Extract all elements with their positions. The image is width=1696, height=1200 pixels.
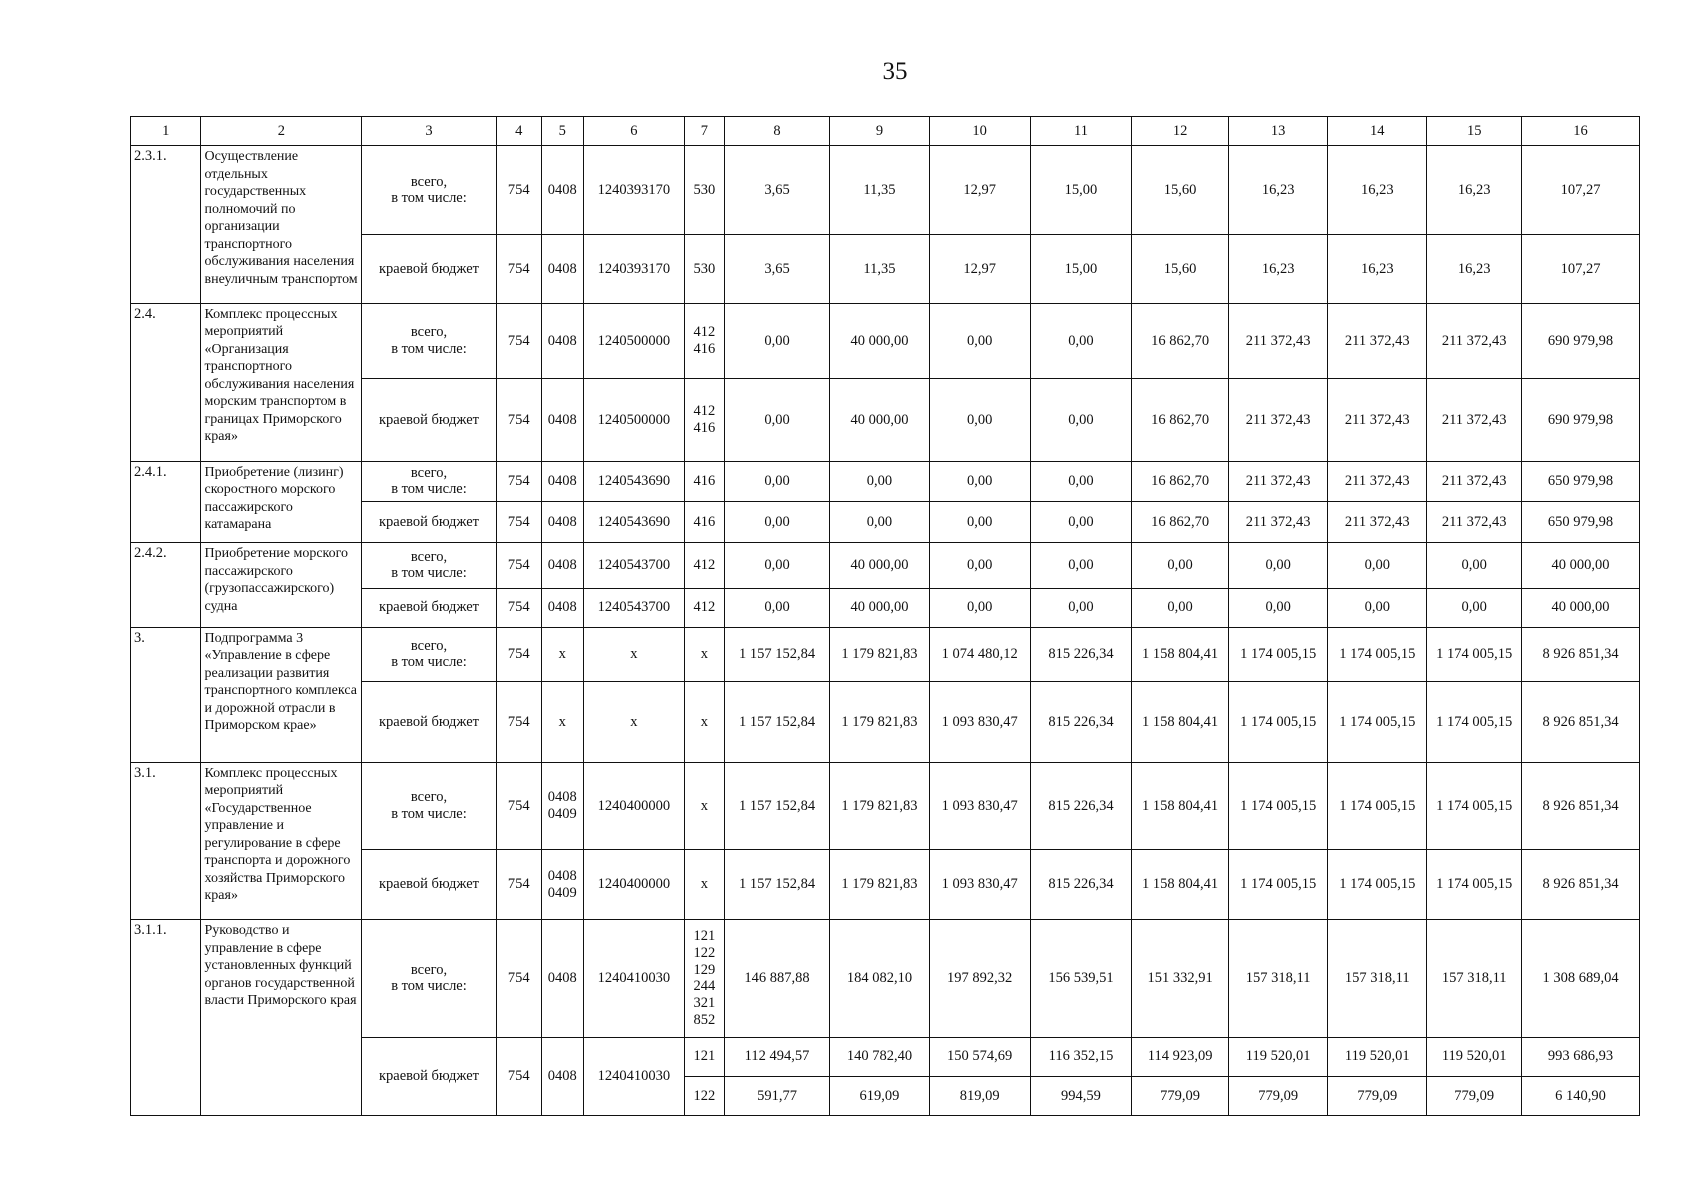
item-name-cell: Осуществление отдельных государственных полномочий по организации транспортного обслуживания населения внеуличным транспортом (201, 146, 362, 304)
amount-cell: 1 174 005,15 (1328, 627, 1427, 681)
amount-cell: 0,00 (929, 543, 1030, 589)
amount-cell: 0,00 (1030, 502, 1131, 543)
amount-cell: 779,09 (1132, 1076, 1229, 1115)
amount-cell: 0,00 (724, 461, 830, 502)
grbs-cell: 754 (496, 379, 541, 461)
amount-cell: 211 372,43 (1328, 303, 1427, 378)
amount-cell: 779,09 (1328, 1076, 1427, 1115)
amount-cell: 690 979,98 (1522, 303, 1640, 378)
expense-type-cell: x (685, 850, 725, 920)
amount-cell: 16 862,70 (1132, 303, 1229, 378)
amount-cell: 107,27 (1522, 146, 1640, 235)
amount-cell: 146 887,88 (724, 920, 830, 1037)
section-cell: 0408 (541, 379, 583, 461)
amount-cell: 119 520,01 (1328, 1037, 1427, 1076)
amount-cell: 15,00 (1030, 235, 1131, 304)
section-cell: x (541, 627, 583, 681)
amount-cell: 211 372,43 (1229, 379, 1328, 461)
column-number-cell: 5 (541, 117, 583, 146)
amount-cell: 0,00 (724, 502, 830, 543)
section-cell: 0408 (541, 303, 583, 378)
column-number-cell: 14 (1328, 117, 1427, 146)
budget-table (130, 116, 1640, 1116)
grbs-cell: 754 (496, 502, 541, 543)
amount-cell: 140 782,40 (830, 1037, 929, 1076)
section-cell: 0408 (541, 1037, 583, 1115)
target-article-cell: 1240410030 (583, 1037, 684, 1115)
amount-cell: 0,00 (1427, 588, 1522, 627)
item-name-cell: Подпрограмма 3 «Управление в сфере реализации развития транспортного комплекса и дорожной отрасли в Приморском крае» (201, 627, 362, 762)
column-number-cell: 3 (362, 117, 496, 146)
grbs-cell: 754 (496, 762, 541, 850)
target-article-cell: x (583, 682, 684, 762)
amount-cell: 650 979,98 (1522, 461, 1640, 502)
column-number-cell: 4 (496, 117, 541, 146)
section-cell: 0408 (541, 146, 583, 235)
funding-source-cell: всего, в том числе: (362, 543, 496, 589)
amount-cell: 0,00 (1030, 379, 1131, 461)
amount-cell: 0,00 (929, 502, 1030, 543)
amount-cell: 3,65 (724, 235, 830, 304)
amount-cell: 12,97 (929, 146, 1030, 235)
amount-cell: 0,00 (1328, 588, 1427, 627)
grbs-cell: 754 (496, 543, 541, 589)
amount-cell: 157 318,11 (1427, 920, 1522, 1037)
amount-cell: 0,00 (1132, 588, 1229, 627)
page-number: 35 (882, 58, 908, 85)
amount-cell: 11,35 (830, 146, 929, 235)
target-article-cell: 1240393170 (583, 235, 684, 304)
expense-type-cell: 416 (685, 461, 725, 502)
amount-cell: 40 000,00 (830, 379, 929, 461)
target-article-cell: 1240500000 (583, 303, 684, 378)
section-cell: 0408 0409 (541, 850, 583, 920)
amount-cell: 211 372,43 (1427, 379, 1522, 461)
amount-cell: 211 372,43 (1427, 303, 1522, 378)
funding-source-cell: краевой бюджет (362, 850, 496, 920)
grbs-cell: 754 (496, 1037, 541, 1115)
amount-cell: 16,23 (1229, 146, 1328, 235)
amount-cell: 1 174 005,15 (1427, 682, 1522, 762)
item-number-cell: 2.4.2. (131, 543, 201, 628)
amount-cell: 156 539,51 (1030, 920, 1131, 1037)
amount-cell: 0,00 (1030, 543, 1131, 589)
amount-cell: 8 926 851,34 (1522, 627, 1640, 681)
amount-cell: 107,27 (1522, 235, 1640, 304)
amount-cell: 211 372,43 (1229, 303, 1328, 378)
amount-cell: 1 093 830,47 (929, 850, 1030, 920)
target-article-cell: 1240400000 (583, 762, 684, 850)
amount-cell: 16,23 (1427, 235, 1522, 304)
table-row (131, 543, 1640, 589)
funding-source-cell: краевой бюджет (362, 588, 496, 627)
table-row (131, 920, 1640, 1037)
column-number-cell: 10 (929, 117, 1030, 146)
funding-source-cell: краевой бюджет (362, 235, 496, 304)
funding-source-cell: всего, в том числе: (362, 627, 496, 681)
funding-source-cell: краевой бюджет (362, 682, 496, 762)
target-article-cell: 1240410030 (583, 920, 684, 1037)
amount-cell: 1 093 830,47 (929, 682, 1030, 762)
expense-type-cell: x (685, 682, 725, 762)
item-name-cell: Приобретение морского пассажирского (грузопассажирского) судна (201, 543, 362, 628)
expense-type-cell: 412 416 (685, 379, 725, 461)
target-article-cell: 1240500000 (583, 379, 684, 461)
item-number-cell: 2.4. (131, 303, 201, 461)
funding-source-cell: всего, в том числе: (362, 920, 496, 1037)
expense-type-cell: x (685, 627, 725, 681)
section-cell: x (541, 682, 583, 762)
amount-cell: 815 226,34 (1030, 850, 1131, 920)
amount-cell: 0,00 (1030, 588, 1131, 627)
amount-cell: 40 000,00 (1522, 588, 1640, 627)
grbs-cell: 754 (496, 627, 541, 681)
funding-source-cell: краевой бюджет (362, 1037, 496, 1115)
amount-cell: 211 372,43 (1328, 461, 1427, 502)
funding-source-cell: всего, в том числе: (362, 461, 496, 502)
grbs-cell: 754 (496, 146, 541, 235)
amount-cell: 1 158 804,41 (1132, 682, 1229, 762)
amount-cell: 197 892,32 (929, 920, 1030, 1037)
amount-cell: 150 574,69 (929, 1037, 1030, 1076)
funding-source-cell: краевой бюджет (362, 502, 496, 543)
item-name-cell: Приобретение (лизинг) скоростного морского пассажирского катамарана (201, 461, 362, 543)
section-cell: 0408 (541, 920, 583, 1037)
expense-type-cell: 121 122 129 244 321 852 (685, 920, 725, 1037)
amount-cell: 1 174 005,15 (1328, 762, 1427, 850)
amount-cell: 1 157 152,84 (724, 627, 830, 681)
amount-cell: 1 174 005,15 (1328, 682, 1427, 762)
amount-cell: 11,35 (830, 235, 929, 304)
amount-cell: 1 158 804,41 (1132, 627, 1229, 681)
item-name-cell: Комплекс процессных мероприятий «Организация транспортного обслуживания населения морским транспортом в границах Приморского края» (201, 303, 362, 461)
expense-type-cell: 121 (685, 1037, 725, 1076)
section-cell: 0408 (541, 461, 583, 502)
grbs-cell: 754 (496, 850, 541, 920)
amount-cell: 1 158 804,41 (1132, 762, 1229, 850)
amount-cell: 211 372,43 (1229, 461, 1328, 502)
amount-cell: 6 140,90 (1522, 1076, 1640, 1115)
section-cell: 0408 (541, 588, 583, 627)
amount-cell: 0,00 (1229, 588, 1328, 627)
amount-cell: 15,60 (1132, 235, 1229, 304)
item-number-cell: 3.1. (131, 762, 201, 920)
amount-cell: 1 174 005,15 (1229, 627, 1328, 681)
amount-cell: 8 926 851,34 (1522, 850, 1640, 920)
amount-cell: 0,00 (929, 379, 1030, 461)
amount-cell: 815 226,34 (1030, 627, 1131, 681)
amount-cell: 1 179 821,83 (830, 682, 929, 762)
column-number-cell: 9 (830, 117, 929, 146)
amount-cell: 12,97 (929, 235, 1030, 304)
amount-cell: 157 318,11 (1328, 920, 1427, 1037)
amount-cell: 119 520,01 (1427, 1037, 1522, 1076)
table-row (131, 303, 1640, 378)
amount-cell: 157 318,11 (1229, 920, 1328, 1037)
section-cell: 0408 (541, 502, 583, 543)
amount-cell: 15,60 (1132, 146, 1229, 235)
target-article-cell: 1240543700 (583, 543, 684, 589)
amount-cell: 1 174 005,15 (1328, 850, 1427, 920)
amount-cell: 211 372,43 (1328, 502, 1427, 543)
amount-cell: 3,65 (724, 146, 830, 235)
amount-cell: 0,00 (724, 379, 830, 461)
expense-type-cell: 412 416 (685, 303, 725, 378)
item-number-cell: 2.3.1. (131, 146, 201, 304)
amount-cell: 779,09 (1229, 1076, 1328, 1115)
target-article-cell: 1240543690 (583, 502, 684, 543)
amount-cell: 16,23 (1427, 146, 1522, 235)
amount-cell: 116 352,15 (1030, 1037, 1131, 1076)
item-number-cell: 3. (131, 627, 201, 762)
amount-cell: 1 074 480,12 (929, 627, 1030, 681)
amount-cell: 0,00 (724, 303, 830, 378)
amount-cell: 151 332,91 (1132, 920, 1229, 1037)
column-number-cell: 1 (131, 117, 201, 146)
column-number-row (131, 117, 1640, 146)
expense-type-cell: 416 (685, 502, 725, 543)
amount-cell: 1 157 152,84 (724, 850, 830, 920)
expense-type-cell: 122 (685, 1076, 725, 1115)
amount-cell: 819,09 (929, 1076, 1030, 1115)
amount-cell: 0,00 (1229, 543, 1328, 589)
funding-source-cell: краевой бюджет (362, 379, 496, 461)
amount-cell: 0,00 (830, 502, 929, 543)
amount-cell: 1 093 830,47 (929, 762, 1030, 850)
amount-cell: 0,00 (929, 461, 1030, 502)
grbs-cell: 754 (496, 303, 541, 378)
amount-cell: 40 000,00 (1522, 543, 1640, 589)
amount-cell: 184 082,10 (830, 920, 929, 1037)
amount-cell: 0,00 (1328, 543, 1427, 589)
item-number-cell: 2.4.1. (131, 461, 201, 543)
table-row (131, 146, 1640, 235)
amount-cell: 1 174 005,15 (1229, 850, 1328, 920)
amount-cell: 0,00 (929, 588, 1030, 627)
target-article-cell: x (583, 627, 684, 681)
amount-cell: 690 979,98 (1522, 379, 1640, 461)
target-article-cell: 1240543700 (583, 588, 684, 627)
amount-cell: 0,00 (724, 588, 830, 627)
expense-type-cell: 412 (685, 588, 725, 627)
item-number-cell: 3.1.1. (131, 920, 201, 1116)
amount-cell: 0,00 (1030, 461, 1131, 502)
amount-cell: 619,09 (830, 1076, 929, 1115)
grbs-cell: 754 (496, 235, 541, 304)
amount-cell: 815 226,34 (1030, 762, 1131, 850)
amount-cell: 1 174 005,15 (1427, 762, 1522, 850)
amount-cell: 16,23 (1328, 235, 1427, 304)
column-number-cell: 11 (1030, 117, 1131, 146)
section-cell: 0408 (541, 235, 583, 304)
funding-source-cell: всего, в том числе: (362, 762, 496, 850)
amount-cell: 16,23 (1328, 146, 1427, 235)
table-row (131, 762, 1640, 850)
column-number-cell: 2 (201, 117, 362, 146)
amount-cell: 114 923,09 (1132, 1037, 1229, 1076)
amount-cell: 1 157 152,84 (724, 682, 830, 762)
table-body (131, 117, 1640, 1116)
amount-cell: 1 179 821,83 (830, 627, 929, 681)
amount-cell: 0,00 (1427, 543, 1522, 589)
column-number-cell: 16 (1522, 117, 1640, 146)
expense-type-cell: x (685, 762, 725, 850)
item-name-cell: Комплекс процессных мероприятий «Государственное управление и регулирование в сфере транспорта и дорожного хозяйства Приморского края» (201, 762, 362, 920)
grbs-cell: 754 (496, 920, 541, 1037)
amount-cell: 15,00 (1030, 146, 1131, 235)
amount-cell: 0,00 (830, 461, 929, 502)
funding-source-cell: всего, в том числе: (362, 146, 496, 235)
amount-cell: 40 000,00 (830, 543, 929, 589)
item-name-cell: Руководство и управление в сфере установленных функций органов государственной власти Приморского края (201, 920, 362, 1116)
amount-cell: 0,00 (1030, 303, 1131, 378)
column-number-cell: 7 (685, 117, 725, 146)
amount-cell: 815 226,34 (1030, 682, 1131, 762)
expense-type-cell: 530 (685, 235, 725, 304)
amount-cell: 16 862,70 (1132, 502, 1229, 543)
amount-cell: 119 520,01 (1229, 1037, 1328, 1076)
column-number-cell: 13 (1229, 117, 1328, 146)
amount-cell: 591,77 (724, 1076, 830, 1115)
expense-type-cell: 412 (685, 543, 725, 589)
column-number-cell: 12 (1132, 117, 1229, 146)
amount-cell: 1 157 152,84 (724, 762, 830, 850)
grbs-cell: 754 (496, 682, 541, 762)
column-number-cell: 8 (724, 117, 830, 146)
grbs-cell: 754 (496, 588, 541, 627)
amount-cell: 1 179 821,83 (830, 762, 929, 850)
amount-cell: 650 979,98 (1522, 502, 1640, 543)
amount-cell: 16,23 (1229, 235, 1328, 304)
amount-cell: 40 000,00 (830, 303, 929, 378)
table-row (131, 627, 1640, 681)
target-article-cell: 1240393170 (583, 146, 684, 235)
amount-cell: 16 862,70 (1132, 379, 1229, 461)
amount-cell: 112 494,57 (724, 1037, 830, 1076)
column-number-cell: 15 (1427, 117, 1522, 146)
section-cell: 0408 0409 (541, 762, 583, 850)
amount-cell: 40 000,00 (830, 588, 929, 627)
table-row (131, 461, 1640, 502)
amount-cell: 0,00 (929, 303, 1030, 378)
amount-cell: 1 174 005,15 (1229, 682, 1328, 762)
amount-cell: 779,09 (1427, 1076, 1522, 1115)
amount-cell: 1 174 005,15 (1427, 850, 1522, 920)
target-article-cell: 1240543690 (583, 461, 684, 502)
amount-cell: 1 308 689,04 (1522, 920, 1640, 1037)
amount-cell: 211 372,43 (1229, 502, 1328, 543)
expense-type-cell: 530 (685, 146, 725, 235)
amount-cell: 1 174 005,15 (1427, 627, 1522, 681)
amount-cell: 16 862,70 (1132, 461, 1229, 502)
section-cell: 0408 (541, 543, 583, 589)
amount-cell: 211 372,43 (1427, 502, 1522, 543)
amount-cell: 994,59 (1030, 1076, 1131, 1115)
amount-cell: 1 179 821,83 (830, 850, 929, 920)
amount-cell: 8 926 851,34 (1522, 762, 1640, 850)
target-article-cell: 1240400000 (583, 850, 684, 920)
grbs-cell: 754 (496, 461, 541, 502)
amount-cell: 0,00 (724, 543, 830, 589)
amount-cell: 993 686,93 (1522, 1037, 1640, 1076)
amount-cell: 211 372,43 (1328, 379, 1427, 461)
amount-cell: 1 174 005,15 (1229, 762, 1328, 850)
amount-cell: 1 158 804,41 (1132, 850, 1229, 920)
funding-source-cell: всего, в том числе: (362, 303, 496, 378)
amount-cell: 0,00 (1132, 543, 1229, 589)
amount-cell: 211 372,43 (1427, 461, 1522, 502)
column-number-cell: 6 (583, 117, 684, 146)
amount-cell: 8 926 851,34 (1522, 682, 1640, 762)
